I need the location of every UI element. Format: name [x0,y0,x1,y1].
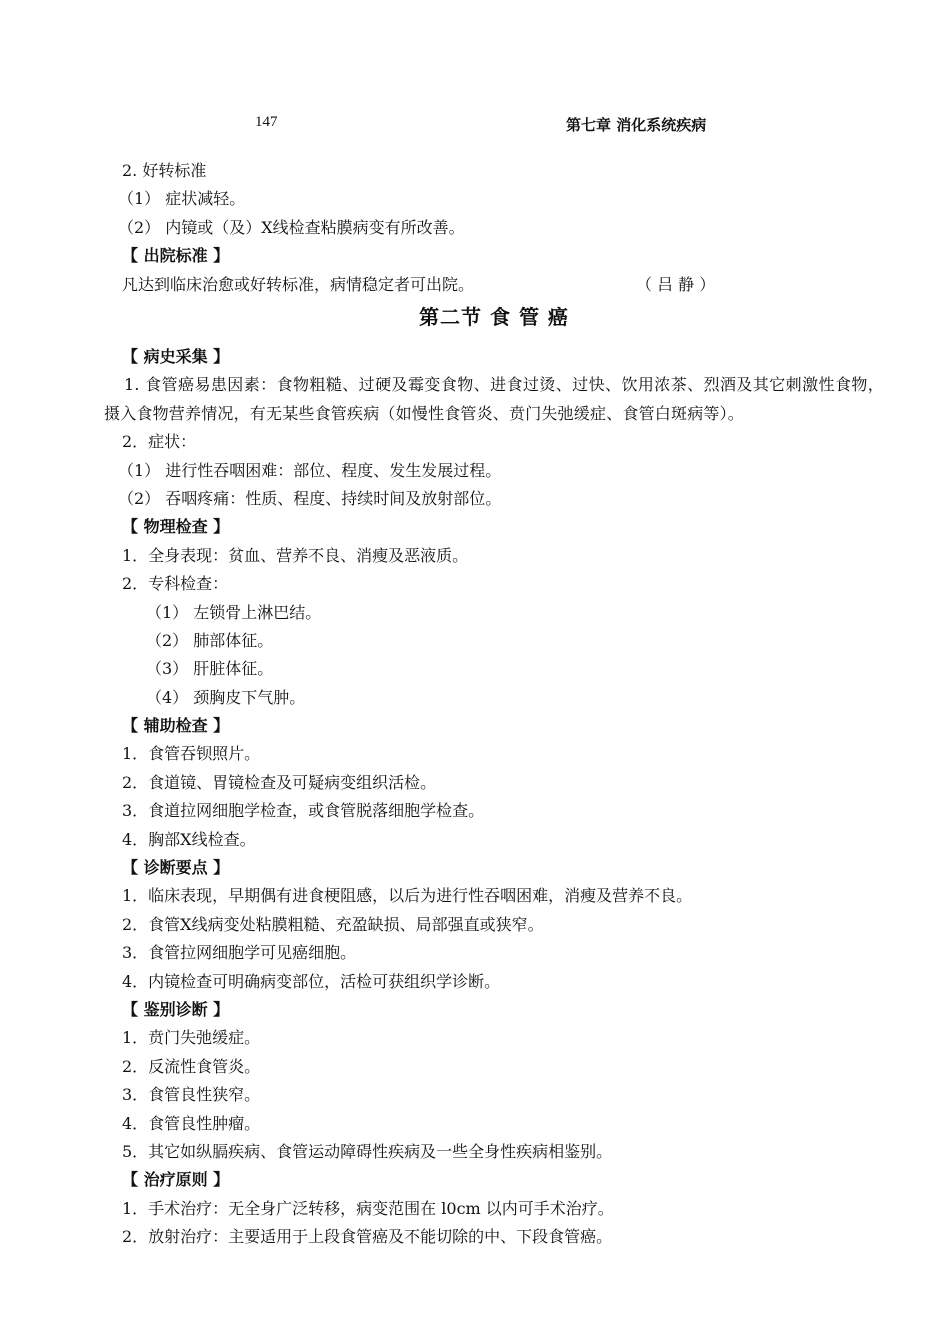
author: （ 吕 静 ） [636,274,716,294]
differential-item: 5．其它如纵膈疾病、食管运动障碍性疾病及一些全身性疾病相鉴别。 [122,1141,613,1161]
auxiliary-item: 1．食管吞钡照片。 [122,744,261,764]
physical-sub-item: （1） 左锁骨上淋巴结。 [146,602,322,622]
physical-heading: 【 物理检查 】 [122,517,230,537]
discharge-heading: 【 出院标准 】 [122,246,230,266]
physical-item: 2．专科检查： [122,574,229,594]
differential-item: 3．食管良性狭窄。 [122,1085,261,1105]
symptom-item: （1） 进行性吞咽困难：部位、程度、发生发展过程。 [118,460,502,480]
discharge-text: 凡达到临床治愈或好转标准，病情稳定者可出院。 [122,274,475,294]
auxiliary-item: 3．食道拉网细胞学检查，或食管脱落细胞学检查。 [122,801,485,821]
chapter-title: 第七章 消化系统疾病 [566,116,707,134]
diagnosis-item: 3．食管拉网细胞学可见癌细胞。 [122,943,357,963]
improve-title: 2. 好转标准 [122,161,207,180]
page-content [104,157,884,1251]
page-number: 147 [255,114,278,130]
differential-heading: 【 鉴别诊断 】 [122,999,230,1019]
symptoms-title: 2．症状： [122,432,197,452]
discharge-row [104,271,884,299]
symptom-item: （2） 吞咽疼痛：性质、程度、持续时间及放射部位。 [118,488,502,508]
diagnosis-item: 1．临床表现，早期偶有进食梗阻感，以后为进行性吞咽困难，消瘦及营养不良。 [122,886,693,906]
auxiliary-item: 2．食道镜、胃镜检查及可疑病变组织活检。 [122,772,437,792]
treatment-heading: 【 治疗原则 】 [122,1170,230,1190]
differential-item: 1．贲门失弛缓症。 [122,1028,261,1048]
improve-item: （2） 内镜或（及）X线检查粘膜病变有所改善。 [118,217,465,237]
treatment-item: 1．手术治疗：无全身广泛转移，病变范围在 l0cm 以内可手术治疗。 [122,1198,614,1218]
improve-item: （1） 症状减轻。 [118,189,246,209]
physical-sub-item: （3） 肝脏体征。 [146,659,274,679]
diagnosis-heading: 【 诊断要点 】 [122,858,230,878]
history-paragraph: 1. 食管癌易患因素：食物粗糙、过硬及霉变食物、进食过烫、过快、饮用浓茶、烈酒及其它刺激性食物，摄入食物营养情况，有无某些食管疾病（如慢性食管炎、贲门失弛缓症、食管白斑病等）。 [104,375,884,423]
auxiliary-item: 4．胸部X线检查。 [122,829,256,849]
history-heading: 【 病史采集 】 [122,346,230,366]
differential-item: 4．食管良性肿瘤。 [122,1113,261,1133]
differential-item: 2．反流性食管炎。 [122,1056,261,1076]
physical-sub-item: （2） 肺部体征。 [146,630,274,650]
physical-item: 1．全身表现：贫血、营养不良、消瘦及恶液质。 [122,545,469,565]
auxiliary-heading: 【 辅助检查 】 [122,716,230,736]
diagnosis-item: 4．内镜检查可明确病变部位，活检可获组织学诊断。 [122,971,501,991]
treatment-item: 2．放射治疗：主要适用于上段食管癌及不能切除的中、下段食管癌。 [122,1227,613,1247]
physical-sub-item: （4） 颈胸皮下气肿。 [146,687,306,707]
section-title: 第二节 食 管 癌 [419,304,569,329]
diagnosis-item: 2．食管X线病变处粘膜粗糙、充盈缺损、局部强直或狭窄。 [122,914,544,934]
